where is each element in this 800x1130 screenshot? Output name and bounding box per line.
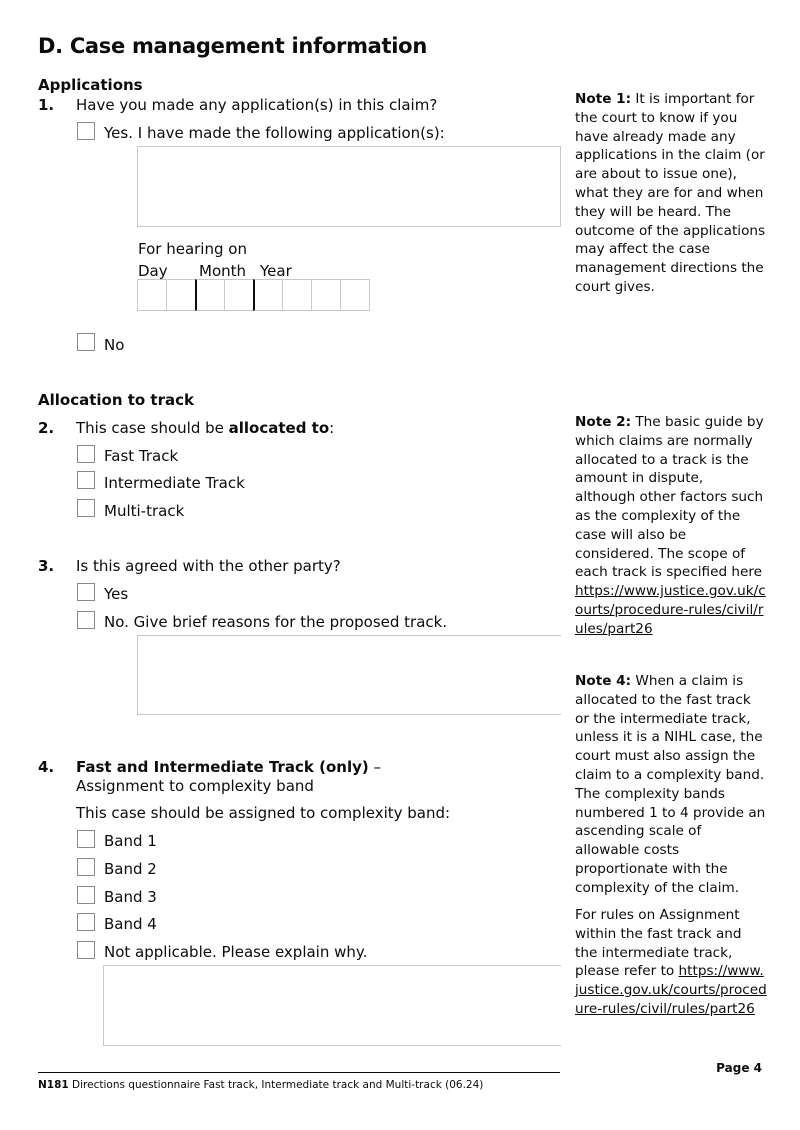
q3-question: Is this agreed with the other party?	[76, 557, 341, 575]
section-title: D. Case management information	[38, 34, 427, 58]
hearing-label: For hearing on	[138, 240, 247, 258]
note-4: Note 4: When a claim is allocated to the fast track or the intermediate track, unless it is a NIHL case, the court must also assign the claim to a complexity band. The complexity bands numbered 1 to 4 provide an ascending scale of allowable costs proportionate with the complexity of the claim.	[575, 673, 766, 896]
q3-reasons-textarea[interactable]	[137, 635, 561, 715]
q4-question: This case should be assigned to complexity band:	[76, 804, 451, 822]
q3-yes-checkbox[interactable]	[77, 583, 95, 601]
q3-no-checkbox[interactable]	[77, 611, 95, 629]
not-applicable-checkbox[interactable]	[77, 941, 95, 959]
q1-no-checkbox[interactable]	[77, 333, 95, 351]
note-1: Note 1: It is important for the court to know if you have already made any applications in the claim (or are about to issue one), what they are for and when they will be heard. The outcome of the applications may affect the case management directions the court gives.	[575, 91, 766, 295]
not-applicable-textarea[interactable]	[103, 965, 561, 1046]
note-4-link[interactable]: https://www.justice.gov.uk/courts/procedure-rules/civil/rules/part26	[575, 963, 767, 1017]
q1-no-label: No	[104, 336, 125, 354]
band-4-checkbox[interactable]	[77, 913, 95, 931]
band-1-checkbox[interactable]	[77, 830, 95, 848]
month-digit-1[interactable]	[195, 279, 225, 311]
year-digit-3[interactable]	[311, 279, 341, 311]
band-2-label: Band 2	[104, 860, 157, 878]
year-label: Year	[260, 262, 292, 280]
month-label: Month	[199, 262, 247, 280]
fast-track-checkbox[interactable]	[77, 445, 95, 463]
footer-form-title: N181 Directions questionnaire Fast track, Intermediate track and Multi-track (06.24)	[38, 1079, 484, 1091]
day-digit-2[interactable]	[166, 279, 196, 311]
band-4-label: Band 4	[104, 915, 157, 933]
band-3-checkbox[interactable]	[77, 886, 95, 904]
q3-yes-label: Yes	[104, 585, 129, 603]
hearing-date-input	[138, 279, 370, 311]
q3-number: 3.	[38, 557, 55, 575]
note-2: Note 2: The basic guide by which claims are normally allocated to a track is the amount in dispute, although other factors such as the complexity of the case will also be considered. The scope of each track is specified here https://www.justice.gov.uk/courts/procedure-rules/civil/rules/part26	[575, 414, 766, 637]
intermediate-track-label: Intermediate Track	[104, 474, 245, 492]
page-number: Page 4	[716, 1061, 762, 1075]
fast-track-label: Fast Track	[104, 447, 179, 465]
day-label: Day	[138, 262, 168, 280]
q1-question: Have you made any application(s) in this claim?	[76, 96, 438, 114]
band-2-checkbox[interactable]	[77, 858, 95, 876]
intermediate-track-checkbox[interactable]	[77, 471, 95, 489]
note-4-rules: For rules on Assignment within the fast track and the intermediate track, please refer to https://www.justice.gov.uk/courts/procedure-rules/civil/rules/part26	[575, 907, 767, 1017]
multi-track-checkbox[interactable]	[77, 499, 95, 517]
allocation-heading: Allocation to track	[38, 391, 194, 409]
applications-heading: Applications	[38, 76, 143, 94]
not-applicable-label: Not applicable. Please explain why.	[104, 943, 368, 961]
q4-number: 4.	[38, 758, 55, 776]
q2-question: This case should be allocated to:	[76, 419, 335, 437]
q1-yes-label: Yes. I have made the following application(s):	[104, 124, 445, 142]
day-digit-1[interactable]	[137, 279, 167, 311]
year-digit-2[interactable]	[282, 279, 312, 311]
q4-title: Fast and Intermediate Track (only) –	[76, 758, 382, 776]
footer-divider	[38, 1072, 560, 1073]
q3-no-label: No. Give brief reasons for the proposed track.	[104, 613, 448, 631]
q4-subtitle: Assignment to complexity band	[76, 777, 314, 795]
multi-track-label: Multi-track	[104, 502, 185, 520]
q1-number: 1.	[38, 96, 55, 114]
month-digit-2[interactable]	[224, 279, 254, 311]
note-2-link[interactable]: https://www.justice.gov.uk/courts/procedure-rules/civil/rules/part26	[575, 583, 766, 637]
q1-applications-textarea[interactable]	[137, 146, 561, 227]
year-digit-4[interactable]	[340, 279, 370, 311]
q1-yes-checkbox[interactable]	[77, 122, 95, 140]
band-3-label: Band 3	[104, 888, 157, 906]
band-1-label: Band 1	[104, 832, 157, 850]
year-digit-1[interactable]	[253, 279, 283, 311]
q2-number: 2.	[38, 419, 55, 437]
